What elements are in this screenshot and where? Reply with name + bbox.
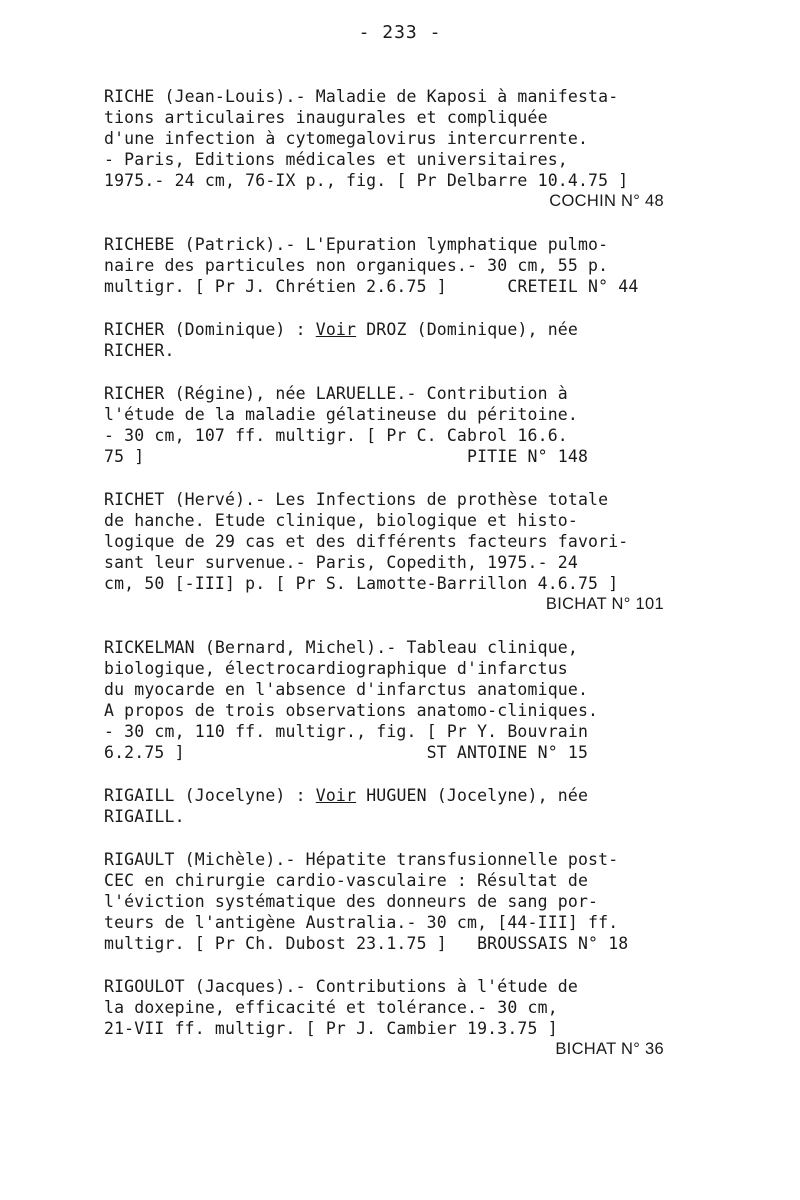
entry-crossref-target: DROZ (Dominique), née bbox=[356, 320, 578, 339]
entry-reference: COCHIN N° 48 bbox=[549, 192, 664, 210]
entry-line: RICHE (Jean-Louis).- Maladie de Kaposi à manifesta- bbox=[104, 87, 619, 106]
entry-rigoulot bbox=[104, 976, 664, 1060]
entry-line: RICHET (Hervé).- Les Infections de prothèse totale bbox=[104, 490, 609, 509]
entry-line bbox=[104, 785, 664, 806]
entry-line: 1975.- 24 cm, 76-IX p., fig. [ Pr Delbarre 10.4.75 ] bbox=[104, 171, 629, 190]
entry-line: 21-VII ff. multigr. [ Pr J. Cambier 19.3.75 ] bbox=[104, 1019, 558, 1038]
entry-crossref-target: HUGUEN (Jocelyne), née bbox=[356, 786, 589, 805]
entry-rigault bbox=[104, 849, 664, 954]
page-number: - 233 - bbox=[358, 22, 442, 43]
entry-richer-regine bbox=[104, 383, 664, 467]
entry-line: RICHER (Régine), née LARUELLE.- Contribution à bbox=[104, 384, 568, 403]
entry-richer-dominique bbox=[104, 319, 664, 361]
entry-line: logique de 29 cas et des différents facteurs favori- bbox=[104, 532, 629, 551]
entry-line: du myocarde en l'absence d'infarctus anatomique. bbox=[104, 680, 589, 699]
entry-line: CEC en chirurgie cardio-vasculaire : Résultat de bbox=[104, 871, 589, 890]
entry-name: RIGAILL (Jocelyne) : bbox=[104, 786, 316, 805]
entry-line: l'étude de la maladie gélatineuse du péritoine. bbox=[104, 405, 578, 424]
entry-richet bbox=[104, 489, 664, 615]
entry-line: RICKELMAN (Bernard, Michel).- Tableau clinique, bbox=[104, 638, 578, 657]
entry-line: multigr. [ Pr Ch. Dubost 23.1.75 ] BROUSSAIS N° 18 bbox=[104, 934, 629, 953]
entry-line: biologique, électrocardiographique d'infarctus bbox=[104, 659, 568, 678]
entry-reference: BICHAT N° 36 bbox=[555, 1040, 664, 1058]
entry-line: - 30 cm, 107 ff. multigr. [ Pr C. Cabrol 16.6. bbox=[104, 426, 568, 445]
voir-crossref: Voir bbox=[315, 786, 357, 805]
entry-line: 75 ] PITIE N° 148 bbox=[104, 447, 589, 466]
voir-crossref: Voir bbox=[315, 320, 357, 339]
entry-rickelman bbox=[104, 637, 664, 763]
entry-line: d'une infection à cytomegalovirus intercurrente. bbox=[104, 129, 589, 148]
entry-line: tions articulaires inaugurales et compliquée bbox=[104, 108, 548, 127]
entry-line: RIGAULT (Michèle).- Hépatite transfusionnelle post- bbox=[104, 850, 619, 869]
entry-line: - Paris, Editions médicales et universitaires, bbox=[104, 150, 568, 169]
entry-line: teurs de l'antigène Australia.- 30 cm, [44-III] ff. bbox=[104, 913, 619, 932]
entry-rigaill bbox=[104, 785, 664, 827]
entry-line bbox=[104, 319, 664, 340]
entry-name: RICHER (Dominique) : bbox=[104, 320, 316, 339]
bibliography-list bbox=[104, 86, 664, 1082]
entry-line: A propos de trois observations anatomo-cliniques. bbox=[104, 701, 599, 720]
entry-line: cm, 50 [-III] p. [ Pr S. Lamotte-Barrillon 4.6.75 ] bbox=[104, 574, 619, 593]
entry-line: 6.2.75 ] ST ANTOINE N° 15 bbox=[104, 743, 589, 762]
entry-richebe bbox=[104, 234, 664, 297]
entry-line: de hanche. Etude clinique, biologique et histo- bbox=[104, 511, 578, 530]
entry-line: RICHEBE (Patrick).- L'Epuration lymphatique pulmo- bbox=[104, 235, 609, 254]
entry-line: la doxepine, efficacité et tolérance.- 30 cm, bbox=[104, 998, 558, 1017]
entry-line: RIGOULOT (Jacques).- Contributions à l'étude de bbox=[104, 977, 578, 996]
entry-line: sant leur survenue.- Paris, Copedith, 1975.- 24 bbox=[104, 553, 578, 572]
entry-riche bbox=[104, 86, 664, 212]
entry-line: RIGAILL. bbox=[104, 807, 185, 826]
entry-line: RICHER. bbox=[104, 341, 175, 360]
entry-line: l'éviction systématique des donneurs de sang por- bbox=[104, 892, 599, 911]
entry-line: naire des particules non organiques.- 30 cm, 55 p. bbox=[104, 256, 609, 275]
entry-line: - 30 cm, 110 ff. multigr., fig. [ Pr Y. Bouvrain bbox=[104, 722, 589, 741]
entry-line: multigr. [ Pr J. Chrétien 2.6.75 ] CRETEIL N° 44 bbox=[104, 277, 639, 296]
entry-reference: BICHAT N° 101 bbox=[545, 595, 664, 613]
